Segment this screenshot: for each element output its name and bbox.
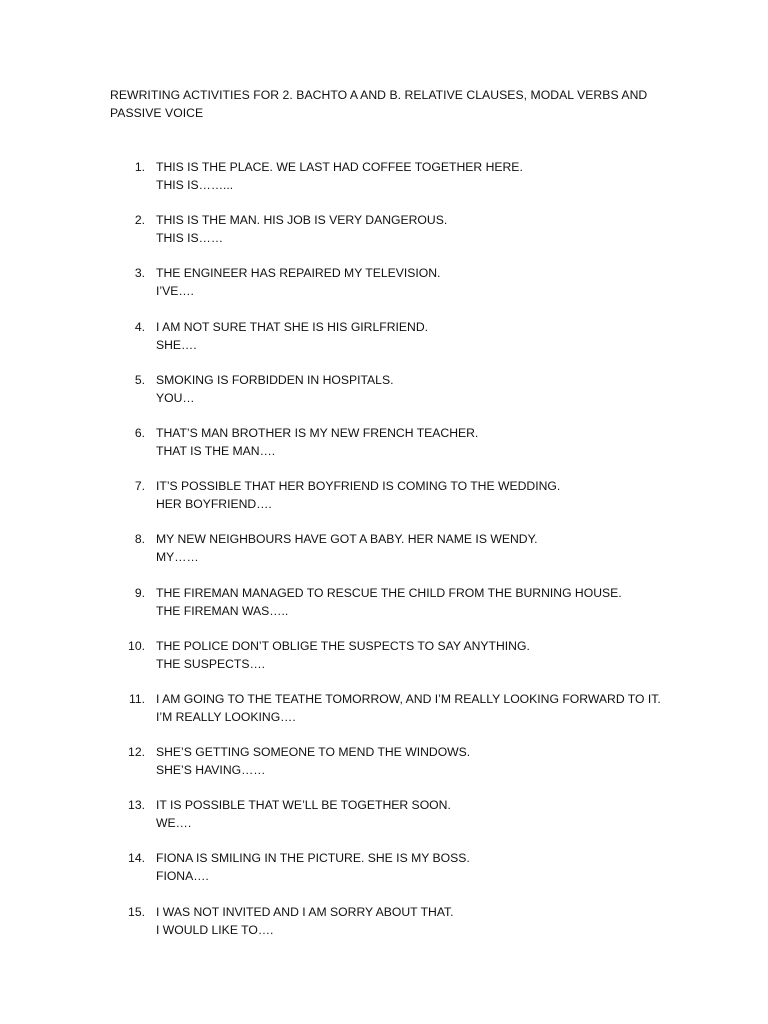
item-number: 6. bbox=[134, 425, 145, 440]
exercise-item bbox=[110, 743, 710, 796]
item-question: SMOKING IS FORBIDDEN IN HOSPITALS. bbox=[156, 372, 394, 387]
item-question: THE ENGINEER HAS REPAIRED MY TELEVISION. bbox=[156, 266, 441, 281]
item-answer-start: THIS IS……... bbox=[156, 178, 234, 192]
item-answer-start: I’M REALLY LOOKING…. bbox=[156, 709, 296, 724]
exercise-item bbox=[110, 903, 710, 956]
item-question: I WAS NOT INVITED AND I AM SORRY ABOUT THAT. bbox=[156, 904, 454, 919]
item-question: I AM GOING TO THE TEATHE TOMORROW, AND I’M REALLY LOOKING FORWARD TO IT. bbox=[156, 691, 661, 706]
exercise-item bbox=[110, 584, 710, 637]
item-question: SHE’S GETTING SOMEONE TO MEND THE WINDOWS. bbox=[156, 745, 471, 760]
exercise-list bbox=[110, 158, 710, 956]
item-number: 12. bbox=[128, 745, 145, 760]
item-question: THIS IS THE MAN. HIS JOB IS VERY DANGEROUS. bbox=[156, 213, 448, 228]
item-question: I AM NOT SURE THAT SHE IS HIS GIRLFRIEND. bbox=[156, 319, 429, 334]
item-question: THAT’S MAN BROTHER IS MY NEW FRENCH TEACHER. bbox=[156, 425, 479, 440]
item-answer-start: WE…. bbox=[156, 816, 192, 831]
item-answer-start: THAT IS THE MAN…. bbox=[156, 443, 276, 458]
exercise-item bbox=[110, 849, 710, 902]
item-number: 1. bbox=[134, 160, 145, 174]
item-number: 15. bbox=[128, 904, 145, 919]
item-answer-start: SHE’S HAVING…… bbox=[156, 763, 266, 778]
exercise-item bbox=[110, 211, 710, 264]
exercise-item bbox=[110, 424, 710, 477]
exercise-item bbox=[110, 690, 710, 743]
item-number: 13. bbox=[128, 798, 145, 813]
item-answer-start: FIONA…. bbox=[156, 869, 209, 884]
item-number: 11. bbox=[128, 691, 145, 706]
item-number: 7. bbox=[134, 479, 145, 494]
item-number: 9. bbox=[134, 585, 145, 600]
item-question: THIS IS THE PLACE. WE LAST HAD COFFEE TOGETHER HERE. bbox=[156, 160, 523, 174]
item-answer-start: SHE…. bbox=[156, 337, 197, 352]
item-answer-start: THE SUSPECTS…. bbox=[156, 656, 266, 671]
item-answer-start: MY…… bbox=[156, 550, 199, 565]
exercise-item bbox=[110, 796, 710, 849]
item-number: 10. bbox=[128, 638, 145, 653]
item-question: THE FIREMAN MANAGED TO RESCUE THE CHILD FROM THE BURNING HOUSE. bbox=[156, 585, 622, 600]
exercise-item bbox=[110, 637, 710, 690]
item-number: 8. bbox=[134, 532, 145, 547]
item-question: THE POLICE DON’T OBLIGE THE SUSPECTS TO SAY ANYTHING. bbox=[156, 638, 530, 653]
item-number: 2. bbox=[134, 213, 145, 228]
item-answer-start: I WOULD LIKE TO…. bbox=[156, 922, 274, 937]
item-number: 5. bbox=[134, 372, 145, 387]
exercise-item bbox=[110, 318, 710, 371]
exercise-item bbox=[110, 158, 710, 211]
item-question: MY NEW NEIGHBOURS HAVE GOT A BABY. HER NAME IS WENDY. bbox=[156, 532, 538, 547]
item-number: 3. bbox=[134, 266, 145, 281]
item-number: 14. bbox=[128, 851, 145, 866]
item-answer-start: THIS IS…… bbox=[156, 231, 224, 246]
item-answer-start: YOU… bbox=[156, 390, 195, 405]
item-number: 4. bbox=[134, 319, 145, 334]
item-answer-start: HER BOYFRIEND…. bbox=[156, 497, 272, 512]
exercise-item bbox=[110, 264, 710, 317]
item-answer-start: I’VE…. bbox=[156, 284, 194, 299]
exercise-item bbox=[110, 477, 710, 530]
item-question: IT’S POSSIBLE THAT HER BOYFRIEND IS COMING TO THE WEDDING. bbox=[156, 479, 561, 494]
document-title: REWRITING ACTIVITIES FOR 2. BACHTO A AND B. RELATIVE CLAUSES, MODAL VERBS AND PASSIVE VOICE bbox=[110, 88, 648, 120]
exercise-item bbox=[110, 371, 710, 424]
item-question: FIONA IS SMILING IN THE PICTURE. SHE IS MY BOSS. bbox=[156, 851, 470, 866]
item-question: IT IS POSSIBLE THAT WE’LL BE TOGETHER SOON. bbox=[156, 798, 451, 813]
item-answer-start: THE FIREMAN WAS….. bbox=[156, 603, 289, 618]
exercise-item bbox=[110, 530, 710, 583]
